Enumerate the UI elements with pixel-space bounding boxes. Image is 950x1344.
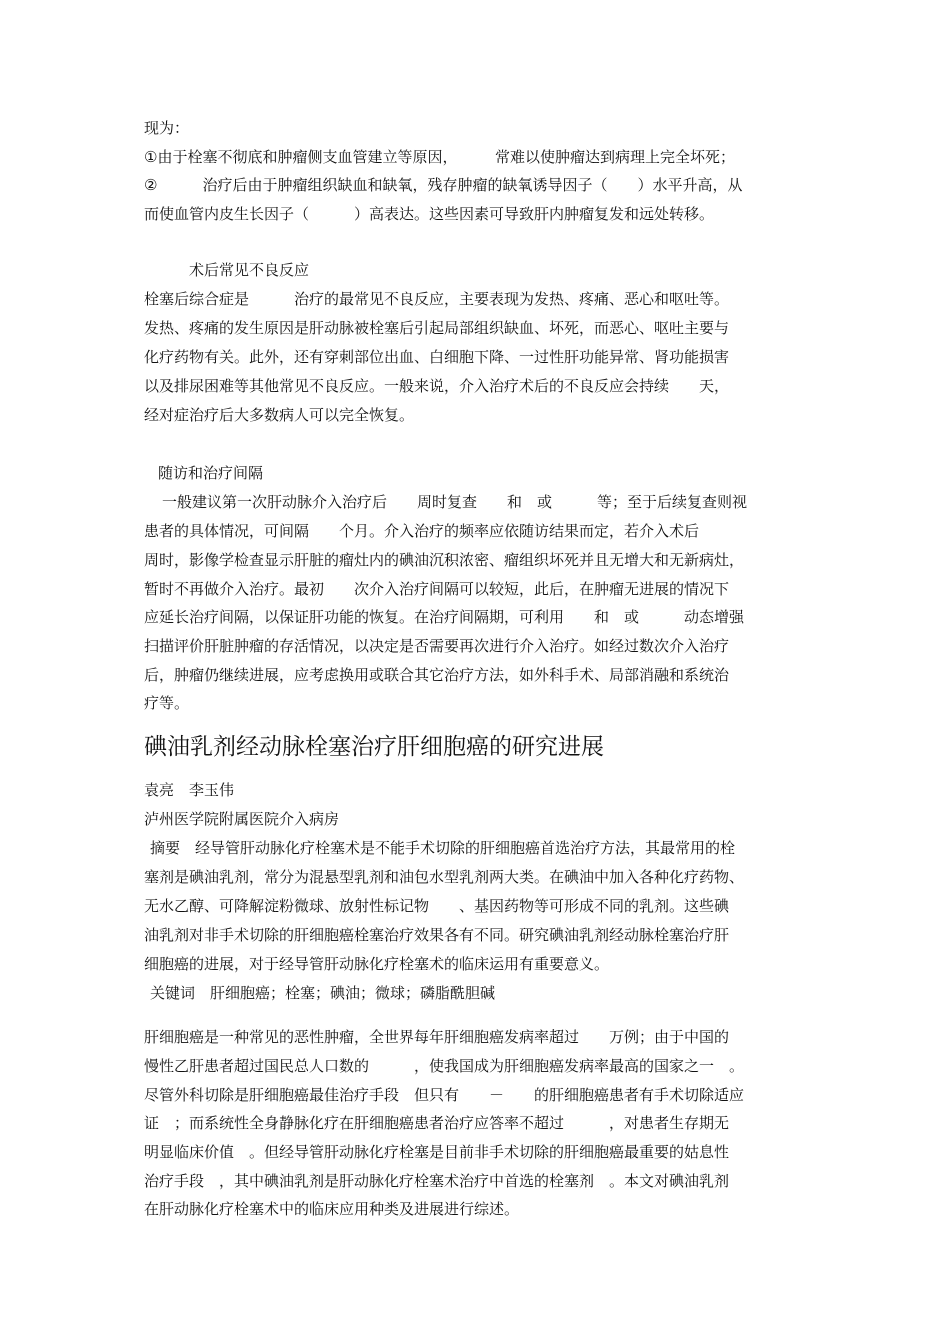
text-line: 应延长治疗间隔，以保证肝功能的恢复。在治疗间隔期，可利用 和 或 动态增强 bbox=[144, 608, 745, 626]
text-line: 周时，影像学检查显示肝脏的瘤灶内的碘油沉积浓密、瘤组织坏死并且无增大和无新病灶， bbox=[144, 551, 745, 569]
article-authors: 袁亮 李玉伟 bbox=[144, 781, 235, 799]
text-line: 扫描评价肝脏肿瘤的存活情况，以决定是否需要再次进行介入治疗。如经过数次介入治疗 bbox=[144, 637, 730, 655]
body-line: 证 ；而系统性全身静脉化疗在肝细胞癌患者治疗应答率不超过 ，对患者生存期无 bbox=[144, 1114, 730, 1132]
abstract-line: 油乳剂对非手术切除的肝细胞癌栓塞治疗效果各有不同。研究碘油乳剂经动脉栓塞治疗肝 bbox=[144, 926, 730, 944]
text-line: 暂时不再做介入治疗。最初 次介入治疗间隔可以较短，此后，在肿瘤无进展的情况下 bbox=[144, 580, 730, 598]
text-line: 化疗药物有关。此外，还有穿刺部位出血、白细胞下降、一过性肝功能异常、肾功能损害 bbox=[144, 348, 730, 366]
text-line: 一般建议第一次肝动脉介入治疗后 周时复查 和 或 等；至于后续复查则视 bbox=[162, 493, 748, 511]
body-line: 肝细胞癌是一种常见的恶性肿瘤，全世界每年肝细胞癌发病率超过 万例；由于中国的 bbox=[144, 1028, 730, 1046]
body-line: 治疗手段 ，其中碘油乳剂是肝动脉化疗栓塞术治疗中首选的栓塞剂 。本文对碘油乳剂 bbox=[144, 1172, 730, 1190]
text-line: 现为： bbox=[144, 119, 190, 137]
abstract-line: 塞剂是碘油乳剂，常分为混悬型乳剂和油包水型乳剂两大类。在碘油中加入各种化疗药物、 bbox=[144, 868, 745, 886]
abstract-line: 摘要 经导管肝动脉化疗栓塞术是不能手术切除的肝细胞癌首选治疗方法，其最常用的栓 bbox=[150, 839, 736, 857]
text-line: ①由于栓塞不彻底和肿瘤侧支血管建立等原因， 常难以使肿瘤达到病理上完全坏死； bbox=[144, 148, 735, 166]
abstract-line: 无水乙醇、可降解淀粉微球、放射性标记物 、基因药物等可形成不同的乳剂。这些碘 bbox=[144, 897, 730, 915]
article-affiliation: 泸州医学院附属医院介入病房 bbox=[144, 810, 340, 828]
body-line: 尽管外科切除是肝细胞癌最佳治疗手段 但只有 － 的肝细胞癌患者有手术切除适应 bbox=[144, 1086, 745, 1104]
text-line: ② 治疗后由于肿瘤组织缺血和缺氧，残存肿瘤的缺氧诱导因子（ ）水平升高，从 bbox=[144, 176, 743, 194]
text-line: 发热、疼痛的发生原因是肝动脉被栓塞后引起局部组织缺血、坏死，而恶心、呕吐主要与 bbox=[144, 319, 730, 337]
keywords-line: 关键词 肝细胞癌；栓塞；碘油；微球；磷脂酰胆碱 bbox=[150, 984, 496, 1002]
body-line: 慢性乙肝患者超过国民总人口数的 ，使我国成为肝细胞癌发病率最高的国家之一 。 bbox=[144, 1057, 745, 1075]
abstract-line: 细胞癌的进展，对于经导管肝动脉化疗栓塞术的临床运用有重要意义。 bbox=[144, 955, 610, 973]
text-line: 而使血管内皮生长因子（ ）高表达。这些因素可导致肝内肿瘤复发和远处转移。 bbox=[144, 205, 715, 223]
section-heading: 术后常见不良反应 bbox=[144, 261, 310, 279]
text-line: 以及排尿困难等其他常见不良反应。一般来说，介入治疗术后的不良反应会持续 天， bbox=[144, 377, 730, 395]
text-line: 栓塞后综合症是 治疗的最常见不良反应，主要表现为发热、疼痛、恶心和呕吐等。 bbox=[144, 290, 730, 308]
text-line: 疗等。 bbox=[144, 694, 190, 712]
body-line: 在肝动脉化疗栓塞术中的临床应用种类及进展进行综述。 bbox=[144, 1200, 520, 1218]
body-line: 明显临床价值 。但经导管肝动脉化疗栓塞是目前非手术切除的肝细胞癌最重要的姑息性 bbox=[144, 1143, 730, 1161]
text-line: 患者的具体情况，可间隔 个月。介入治疗的频率应依随访结果而定，若介入术后 bbox=[144, 522, 700, 540]
section-heading: 随访和治疗间隔 bbox=[158, 464, 264, 482]
text-line: 经对症治疗后大多数病人可以完全恢复。 bbox=[144, 406, 415, 424]
article-title: 碘油乳剂经动脉栓塞治疗肝细胞癌的研究进展 bbox=[144, 734, 604, 760]
text-line: 后，肿瘤仍继续进展，应考虑换用或联合其它治疗方法，如外科手术、局部消融和系统治 bbox=[144, 666, 730, 684]
